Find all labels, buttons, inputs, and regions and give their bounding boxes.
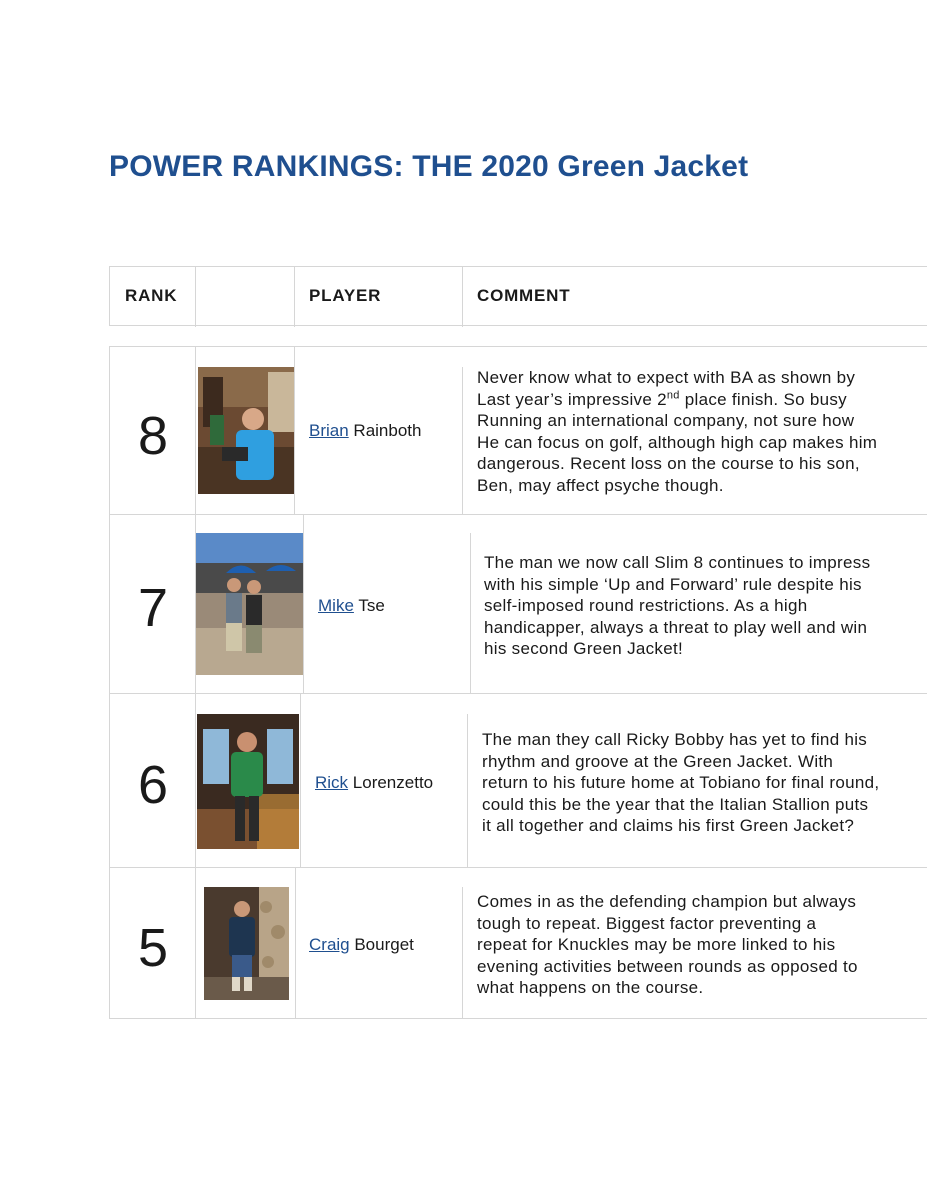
rank-number: 8	[137, 406, 169, 466]
comment-segment: Never know what to expect with BA as shown by	[477, 368, 856, 387]
comment-line	[477, 389, 877, 411]
comment-segment: Comes in as the defending champion but always	[477, 892, 857, 911]
comment-text	[482, 729, 879, 837]
comment-segment: it all together and claims his first Green Jacket?	[482, 816, 855, 835]
comment-line	[477, 956, 858, 978]
player-photo	[204, 887, 289, 1000]
comment-segment: place finish. So busy	[679, 389, 847, 409]
comment-line	[482, 794, 879, 816]
comment-line	[482, 729, 879, 751]
comment-line	[484, 638, 870, 660]
comment-line	[484, 574, 870, 596]
rank-number: 5	[137, 918, 169, 978]
comment-segment: tough to repeat. Biggest factor preventing a	[477, 913, 817, 933]
player-link[interactable]: Craig	[309, 935, 350, 954]
comment-segment: Ben, may affect psyche though.	[477, 475, 724, 495]
comment-segment: The man we now call Slim 8 continues to impress	[484, 553, 871, 572]
rank-number: 6	[137, 755, 169, 815]
table-row	[109, 693, 927, 867]
player-last-name: Bourget	[349, 935, 414, 954]
comment-line	[484, 552, 870, 574]
comment-line	[477, 934, 858, 956]
comment-segment: his second Green Jacket!	[484, 639, 684, 658]
comment-segment: handicapper, always a threat to play well and win	[484, 617, 868, 637]
player-photo	[196, 533, 303, 675]
comment-line	[477, 453, 877, 475]
table-row	[109, 346, 927, 514]
player-photo	[197, 714, 299, 849]
player-name	[309, 421, 421, 441]
comment-line	[477, 891, 858, 913]
player-name	[318, 596, 385, 616]
comment-line	[477, 475, 877, 497]
header-player: PLAYER	[309, 286, 382, 305]
comment-segment: The man they call Ricky Bobby has yet to find his	[482, 730, 868, 749]
comment-segment: return to his future home at Tobiano for final round,	[482, 773, 880, 792]
comment-segment: self-imposed round restrictions. As a high	[484, 596, 808, 615]
comment-text	[484, 552, 870, 660]
player-link[interactable]: Brian	[309, 421, 349, 440]
comment-segment: rhythm and groove at the Green Jacket. With	[482, 751, 834, 771]
comment-segment: repeat for Knuckles may be more linked to his	[477, 935, 836, 954]
page-title: POWER RANKINGS: THE 2020 Green Jacket	[109, 150, 749, 183]
comment-line	[477, 410, 877, 432]
ordinal-suffix: nd	[666, 388, 680, 401]
header-comment: COMMENT	[477, 286, 571, 305]
comment-segment: He can focus on golf, although high cap makes him	[477, 432, 878, 452]
comment-line	[484, 595, 870, 617]
comment-text	[477, 891, 858, 999]
comment-line	[482, 772, 879, 794]
player-last-name: Rainboth	[348, 421, 422, 440]
player-link[interactable]: Rick	[315, 773, 349, 792]
comment-text	[477, 367, 877, 496]
player-last-name: Tse	[353, 596, 385, 615]
comment-line	[484, 617, 870, 639]
comment-line	[477, 913, 858, 935]
comment-segment: with his simple ‘Up and Forward’ rule despite his	[484, 574, 862, 594]
comment-line	[477, 432, 877, 454]
comment-line	[477, 977, 858, 999]
comment-segment: dangerous. Recent loss on the course to his son,	[477, 454, 860, 473]
comment-segment: could this be the year that the Italian Stallion puts	[482, 794, 869, 814]
table-row	[109, 514, 927, 693]
comment-segment: what happens on the course.	[477, 978, 704, 997]
player-name	[309, 935, 414, 955]
table-row	[109, 867, 927, 1018]
player-link[interactable]: Mike	[318, 596, 354, 615]
table-header	[109, 266, 927, 326]
comment-segment: Running an international company, not sure how	[477, 411, 855, 430]
player-last-name: Lorenzetto	[348, 773, 434, 792]
comment-segment: Last year’s impressive 2	[477, 389, 667, 409]
header-rank: RANK	[125, 286, 178, 305]
comment-line	[482, 751, 879, 773]
rank-number: 7	[137, 578, 169, 638]
comment-line	[477, 367, 877, 389]
player-photo	[198, 367, 294, 494]
comment-segment: evening activities between rounds as opposed to	[477, 956, 858, 976]
player-name	[315, 773, 433, 793]
comment-line	[482, 815, 879, 837]
